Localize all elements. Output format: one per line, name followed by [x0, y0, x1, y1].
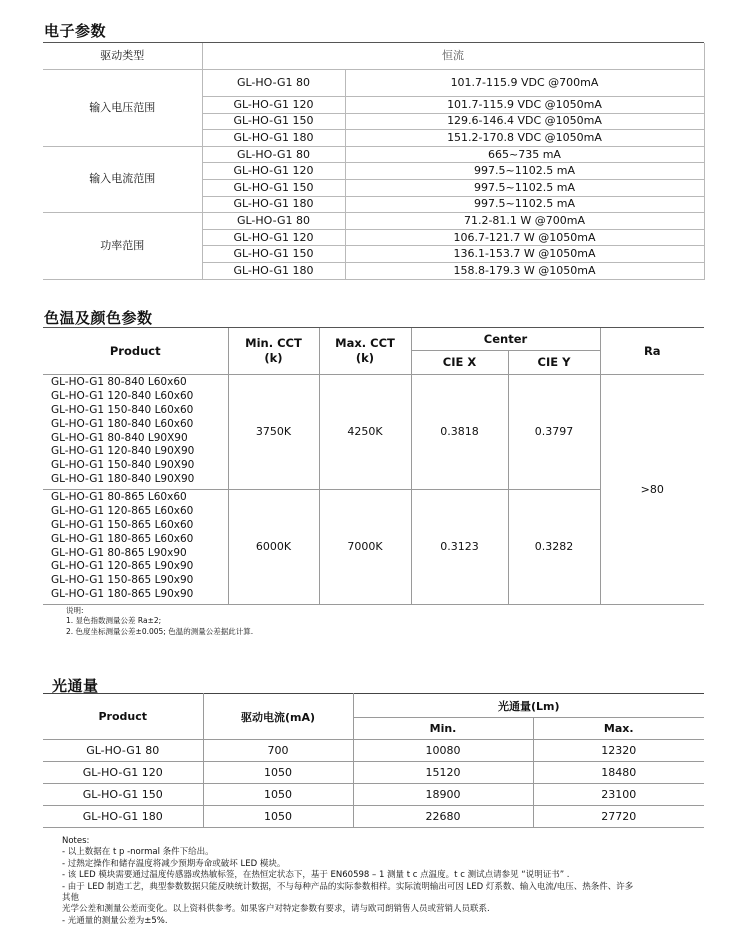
header-max: Max. [533, 718, 704, 740]
note-line: - 该 LED 模块需要通过温度传感器或热敏标签，在热恒定状态下，基于 EN60598 – 1 测量 t c 点温度。t c 测试点请参见 “说明证书” . [62, 870, 570, 881]
flux-product-cell: GL-HO-G1 180 [43, 806, 203, 828]
electrical-title: 电子参数 [44, 22, 107, 40]
model-cell: GL-HO-G1 150 [202, 113, 345, 130]
flux-notes [62, 836, 712, 927]
flux-title: 光通量 [52, 677, 99, 695]
max-cct-value: 7000K [319, 489, 411, 604]
value-cell: 158.8-179.3 W @1050mA [345, 262, 704, 279]
header-ra: Ra [600, 328, 704, 374]
model-cell: GL-HO-G1 80 [202, 146, 345, 163]
model-cell: GL-HO-G1 180 [202, 262, 345, 279]
product-item: GL-HO-G1 150-865 L60x60 [51, 518, 194, 531]
header-current: 驱动电流(mA) [203, 694, 353, 740]
product-item: GL-HO-G1 120-840 L60x60 [51, 389, 194, 402]
value-cell: 997.5~1102.5 mA [345, 163, 704, 180]
product-item: GL-HO-G1 180-840 L60x60 [51, 417, 194, 430]
header-cie-y: CIE Y [508, 350, 600, 374]
driver-type-value: 恒流 [202, 43, 704, 70]
value-cell: 101.7-115.9 VDC @700mA [345, 70, 704, 97]
value-cell: 997.5~1102.5 mA [345, 179, 704, 196]
flux-product-cell: GL-HO-G1 80 [43, 740, 203, 762]
color-title: 色温及颜色参数 [44, 309, 153, 327]
table-row [43, 784, 704, 806]
value-cell: 997.5~1102.5 mA [345, 196, 704, 213]
param-label: 输入电压范围 [43, 70, 202, 147]
flux-current-cell: 1050 [203, 806, 353, 828]
ra-value: >80 [600, 374, 704, 604]
table-row [43, 740, 704, 762]
header-center: Center [411, 328, 600, 350]
flux-max-cell: 12320 [533, 740, 704, 762]
flux-max-cell: 18480 [533, 762, 704, 784]
note-line: 光学公差和测量公差而变化。以上资料供参考。如果客户对特定参数有要求，请与欧司朗销售人员或营销人员联系. [62, 904, 490, 915]
flux-current-cell: 700 [203, 740, 353, 762]
color-note: 说明: [66, 606, 84, 615]
header-min: Min. [353, 718, 533, 740]
table-row [43, 43, 704, 70]
value-cell: 71.2-81.1 W @700mA [345, 213, 704, 230]
note-line: - 以上数据在 t p -normal 条件下给出。 [62, 847, 214, 858]
table-row [43, 70, 704, 97]
header-cie-x: CIE X [411, 350, 508, 374]
flux-current-cell: 1050 [203, 784, 353, 806]
header-flux: 光通量(Lm) [353, 694, 704, 718]
value-cell: 151.2-170.8 VDC @1050mA [345, 130, 704, 147]
cie-y-value: 0.3797 [508, 374, 600, 489]
table-row [43, 146, 704, 163]
product-item: GL-HO-G1 150-865 L90x90 [51, 574, 194, 587]
color-note: 2. 色度坐标测量公差±0.005; 色温的测量公差据此计算. [66, 627, 254, 636]
header-product: Product [43, 694, 203, 740]
product-item: GL-HO-G1 80-840 L60x60 [51, 375, 187, 388]
cie-y-value: 0.3282 [508, 489, 600, 604]
note-line: 其他 [62, 893, 80, 904]
note-line: - 由于 LED 制造工艺，典型参数数据只能反映统计数据，不与每种产品的实际参数相样。实际流明输出可因 LED 灯系数、输入电流/电压、热条件、许多 [62, 881, 634, 892]
model-cell: GL-HO-G1 80 [202, 70, 345, 97]
flux-current-cell: 1050 [203, 762, 353, 784]
value-cell: 665~735 mA [345, 146, 704, 163]
product-item: GL-HO-G1 120-840 L90X90 [51, 445, 195, 458]
flux-min-cell: 15120 [353, 762, 533, 784]
value-cell: 106.7-121.7 W @1050mA [345, 229, 704, 246]
note-line: - 光通量的测量公差为±5%. [62, 915, 168, 926]
max-cct-value: 4250K [319, 374, 411, 489]
flux-max-cell: 27720 [533, 806, 704, 828]
color-table [43, 328, 704, 605]
table-row [43, 694, 704, 718]
note-line: Notes: [62, 836, 90, 846]
product-item: GL-HO-G1 80-865 L60x60 [51, 490, 187, 503]
flux-max-cell: 23100 [533, 784, 704, 806]
flux-product-cell: GL-HO-G1 120 [43, 762, 203, 784]
model-cell: GL-HO-G1 180 [202, 130, 345, 147]
table-row [43, 374, 704, 489]
table-row [43, 328, 704, 350]
product-item: GL-HO-G1 80-840 L90X90 [51, 431, 188, 444]
header-min-cct: Min. CCT (k) [228, 328, 319, 374]
table-row [43, 213, 704, 230]
model-cell: GL-HO-G1 80 [202, 213, 345, 230]
min-cct-value: 3750K [228, 374, 319, 489]
header-max-cct: Max. CCT (k) [319, 328, 411, 374]
flux-product-cell: GL-HO-G1 150 [43, 784, 203, 806]
product-item: GL-HO-G1 120-865 L90x90 [51, 560, 194, 573]
flux-min-cell: 22680 [353, 806, 533, 828]
param-label: 输入电流范围 [43, 146, 202, 212]
flux-min-cell: 18900 [353, 784, 533, 806]
model-cell: GL-HO-G1 150 [202, 179, 345, 196]
product-item: GL-HO-G1 180-840 L90X90 [51, 473, 195, 486]
product-item: GL-HO-G1 180-865 L90x90 [51, 588, 194, 601]
electrical-table [43, 43, 705, 280]
value-cell: 129.6-146.4 VDC @1050mA [345, 113, 704, 130]
color-note: 1. 显色指数测量公差 Ra±2; [66, 616, 162, 625]
cie-x-value: 0.3818 [411, 374, 508, 489]
model-cell: GL-HO-G1 120 [202, 229, 345, 246]
model-cell: GL-HO-G1 180 [202, 196, 345, 213]
product-item: GL-HO-G1 80-865 L90x90 [51, 546, 187, 559]
param-label: 功率范围 [43, 213, 202, 279]
product-item: GL-HO-G1 120-865 L60x60 [51, 504, 194, 517]
product-list [43, 374, 228, 489]
min-cct-value: 6000K [228, 489, 319, 604]
model-cell: GL-HO-G1 120 [202, 163, 345, 180]
model-cell: GL-HO-G1 120 [202, 97, 345, 114]
table-row [43, 762, 704, 784]
cie-x-value: 0.3123 [411, 489, 508, 604]
product-list [43, 489, 228, 604]
header-product: Product [43, 328, 228, 374]
value-cell: 136.1-153.7 W @1050mA [345, 246, 704, 263]
product-item: GL-HO-G1 150-840 L90X90 [51, 459, 195, 472]
table-row [43, 806, 704, 828]
model-cell: GL-HO-G1 150 [202, 246, 345, 263]
driver-type-label: 驱动类型 [43, 43, 202, 70]
note-line: - 过熱定操作和储存温度将减少预期寿命或破坏 LED 模块。 [62, 858, 286, 869]
product-item: GL-HO-G1 180-865 L60x60 [51, 532, 194, 545]
flux-min-cell: 10080 [353, 740, 533, 762]
flux-table [43, 693, 704, 828]
product-item: GL-HO-G1 150-840 L60x60 [51, 403, 194, 416]
value-cell: 101.7-115.9 VDC @1050mA [345, 97, 704, 114]
